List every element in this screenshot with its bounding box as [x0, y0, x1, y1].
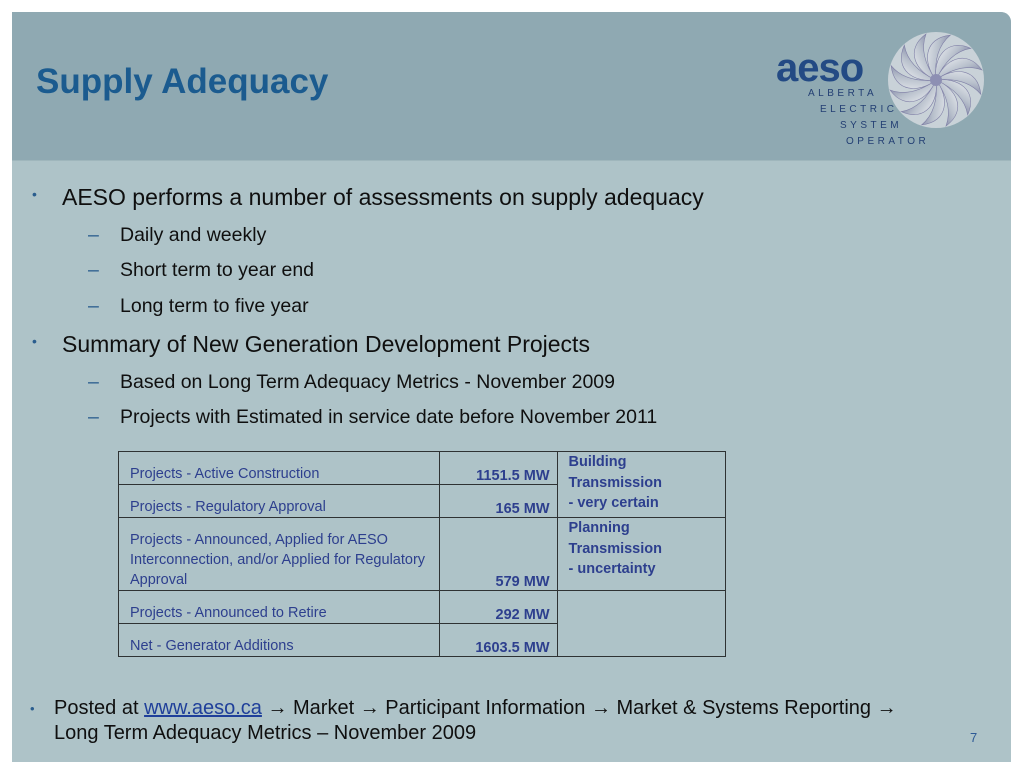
- table-row: [119, 518, 726, 591]
- row-value: 579 MW: [439, 518, 557, 591]
- dash-icon: –: [88, 371, 99, 393]
- subitem-projects-date: [88, 406, 658, 429]
- row-name: Projects - Active Construction: [119, 452, 440, 485]
- dash-icon: –: [88, 224, 99, 246]
- note-line: - uncertainty: [568, 561, 656, 577]
- subitem-text: Short term to year end: [120, 259, 315, 281]
- subitem-text: Based on Long Term Adequacy Metrics - November 2009: [120, 371, 615, 393]
- arrow-right-icon: →: [876, 697, 897, 719]
- bullet-dot-icon: •: [30, 701, 35, 716]
- row-name: Projects - Regulatory Approval: [119, 485, 440, 518]
- aeso-logo: [774, 30, 1004, 148]
- slide-title: Supply Adequacy: [36, 62, 329, 101]
- footer-prefix: Posted at: [54, 697, 145, 719]
- aeso-link[interactable]: www.aeso.ca: [144, 697, 262, 719]
- note-planning: [557, 518, 725, 591]
- footer-step: Market & Systems Reporting: [610, 697, 877, 719]
- note-line: Transmission: [568, 474, 662, 491]
- row-value: 165 MW: [439, 485, 557, 518]
- projects-table: [118, 451, 726, 657]
- bullet-summary: [32, 331, 590, 358]
- table-row: [119, 452, 726, 485]
- footer-step: Market: [287, 697, 360, 719]
- logo-line-3: SYSTEM: [840, 120, 903, 131]
- subitem-metrics: [88, 371, 615, 394]
- dash-icon: –: [88, 259, 99, 281]
- arrow-right-icon: →: [359, 697, 380, 719]
- subitem-text: Long term to five year: [120, 295, 309, 317]
- footer-step: Long Term Adequacy Metrics – November 2009: [54, 722, 477, 744]
- note-line: - very certain: [568, 495, 659, 511]
- logo-line-4: OPERATOR: [846, 136, 930, 147]
- row-name: Projects - Announced, Applied for AESO Interconnection, and/or Applied for Regulatory Approval: [119, 518, 440, 591]
- dash-icon: –: [88, 406, 99, 428]
- arrow-right-icon: →: [590, 697, 611, 719]
- dash-icon: –: [88, 295, 99, 317]
- subitem-long-term: [88, 295, 309, 318]
- note-empty: [557, 591, 725, 657]
- logo-line-2: ELECTRIC: [820, 104, 898, 115]
- note-line: Building: [568, 454, 627, 470]
- row-value: 1151.5 MW: [439, 452, 557, 485]
- swirl-logo-icon: [886, 30, 986, 130]
- footer-step: Participant Information: [379, 697, 591, 719]
- row-name: Net - Generator Additions: [119, 624, 440, 657]
- note-line: Planning: [568, 520, 630, 536]
- table-row: [119, 591, 726, 624]
- bullet-text: AESO performs a number of assessments on supply adequacy: [62, 184, 704, 210]
- subitem-daily: [88, 224, 267, 247]
- bullet-assessments: [32, 184, 704, 211]
- slide: [12, 12, 1011, 762]
- row-value: 292 MW: [439, 591, 557, 624]
- page-number: 7: [970, 730, 978, 745]
- arrow-right-icon: →: [267, 697, 288, 719]
- footer-posted: [30, 696, 934, 746]
- header-band: [12, 12, 1011, 161]
- bullet-dot-icon: •: [32, 186, 37, 202]
- note-line: Transmission: [568, 540, 662, 557]
- subitem-short-term: [88, 259, 315, 282]
- note-building: [557, 452, 725, 518]
- bullet-text: Summary of New Generation Development Projects: [62, 331, 590, 357]
- subitem-text: Projects with Estimated in service date before November 2011: [120, 406, 658, 428]
- row-value: 1603.5 MW: [439, 624, 557, 657]
- row-name: Projects - Announced to Retire: [119, 591, 440, 624]
- logo-line-1: ALBERTA: [808, 88, 878, 99]
- subitem-text: Daily and weekly: [120, 224, 267, 246]
- logo-wordmark: aeso: [776, 46, 864, 90]
- bullet-dot-icon: •: [32, 333, 37, 349]
